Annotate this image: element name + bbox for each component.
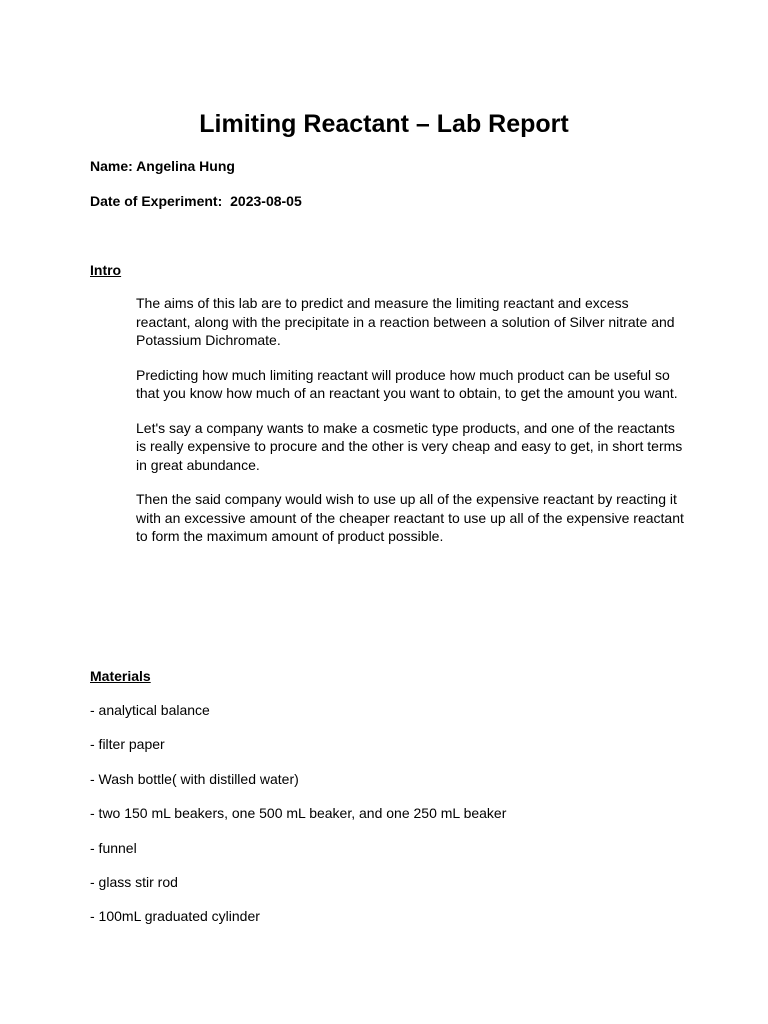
material-item: - analytical balance [90,702,210,718]
experiment-date-value: 2023-08-05 [230,193,302,209]
experiment-date [90,192,302,210]
intro-paragraph: Predicting how much limiting reactant will produce how much product can be useful so that you know how much of an reactant you want to obtain, to get the amount you want. [136,366,678,401]
material-item: - 100mL graduated cylinder [90,908,260,925]
intro-paragraph: The aims of this lab are to predict and measure the limiting reactant and excess reactant, along with the precipitate in a reaction between a solution of Silver nitrate and Potassium Dichromate. [136,295,675,348]
materials-heading: Materials [90,668,151,684]
material-item: - glass stir rod [90,873,178,890]
material-item: - two 150 mL beakers, one 500 mL beaker, and one 250 mL beaker [90,805,507,822]
intro-heading: Intro [90,262,122,278]
material-item: - filter paper [90,736,165,753]
intro-paragraph: Let's say a company wants to make a cosmetic type products, and one of the reactants is really expensive to procure and the other is very cheap and easy to get, in short terms in great abundance. [136,419,683,473]
material-item: - funnel [90,839,137,856]
intro-paragraph: Then the said company would wish to use up all of the expensive reactant by reacting it with an excessive amount of the cheaper reactant to use up all of the expensive reactant to form the maximum amount of product possible. [136,491,684,544]
materials-list [90,701,690,942]
material-item: - Wash bottle( with distilled water) [90,770,299,787]
page-title: Limiting Reactant – Lab Report [199,110,569,138]
experiment-date-label: Date of Experiment: [90,193,223,209]
intro-section [136,294,684,562]
student-name: Name: Angelina Hung [90,158,235,174]
